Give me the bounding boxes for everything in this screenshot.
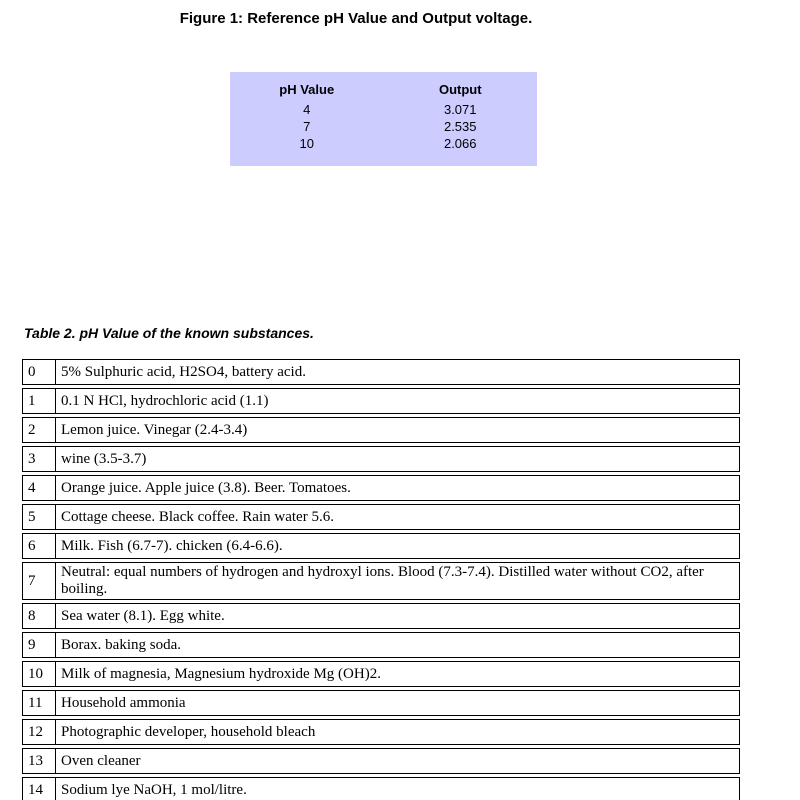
- ph-number-cell: 3: [22, 446, 56, 472]
- ph-number-cell: 13: [22, 748, 56, 774]
- substance-cell: Photographic developer, household bleach: [56, 719, 740, 745]
- figure1-table-header-row: [230, 80, 537, 101]
- ph-value-cell: 7: [303, 119, 311, 134]
- ph-number-cell: 14: [22, 777, 56, 800]
- substance-cell: Milk. Fish (6.7-7). chicken (6.4-6.6).: [56, 533, 740, 559]
- ph-number-cell: 8: [22, 603, 56, 629]
- ph-number-cell: 11: [22, 690, 56, 716]
- substance-cell: Oven cleaner: [56, 748, 740, 774]
- table2-title: Table 2. pH Value of the known substances.: [24, 325, 314, 341]
- substance-cell: Borax. baking soda.: [56, 632, 740, 658]
- ph-number-cell: 5: [22, 504, 56, 530]
- ph-number-cell: 1: [22, 388, 56, 414]
- table-row: [22, 533, 740, 559]
- table-row: [22, 690, 740, 716]
- figure1-table-row: [230, 101, 537, 118]
- substance-cell: Cottage cheese. Black coffee. Rain water 5.6.: [56, 504, 740, 530]
- substance-cell: 0.1 N HCl, hydrochloric acid (1.1): [56, 388, 740, 414]
- figure1-table-container: [230, 72, 537, 166]
- ph-value-header: pH Value: [279, 82, 335, 97]
- substance-cell: Sea water (8.1). Egg white.: [56, 603, 740, 629]
- table-row: [22, 504, 740, 530]
- table-row: [22, 777, 740, 800]
- table-row: [22, 562, 740, 600]
- output-header: Output: [438, 82, 482, 97]
- table-row: [22, 446, 740, 472]
- table-row: [22, 661, 740, 687]
- output-value-cell: 2.535: [443, 119, 477, 134]
- ph-number-cell: 9: [22, 632, 56, 658]
- table-row: [22, 388, 740, 414]
- substance-cell: wine (3.5-3.7): [56, 446, 740, 472]
- figure1-table-row: [230, 135, 537, 152]
- table2: [22, 356, 740, 800]
- substance-cell: Orange juice. Apple juice (3.8). Beer. Tomatoes.: [56, 475, 740, 501]
- table-row: [22, 632, 740, 658]
- table-row: [22, 475, 740, 501]
- table-row: [22, 603, 740, 629]
- substance-cell: Household ammonia: [56, 690, 740, 716]
- substance-cell: Lemon juice. Vinegar (2.4-3.4): [56, 417, 740, 443]
- substance-cell: Milk of magnesia, Magnesium hydroxide Mg (OH)2.: [56, 661, 740, 687]
- output-value-cell: 2.066: [443, 136, 477, 151]
- figure1-title: Figure 1: Reference pH Value and Output voltage.: [179, 10, 533, 27]
- figure1-table-row: [230, 118, 537, 135]
- substance-cell: 5% Sulphuric acid, H2SO4, battery acid.: [56, 359, 740, 385]
- table-row: [22, 359, 740, 385]
- table-row: [22, 748, 740, 774]
- substance-cell: Neutral: equal numbers of hydrogen and hydroxyl ions. Blood (7.3-7.4). Distilled water without CO2, after boiling.: [56, 562, 740, 600]
- ph-number-cell: 4: [22, 475, 56, 501]
- ph-number-cell: 10: [22, 661, 56, 687]
- ph-number-cell: 12: [22, 719, 56, 745]
- ph-number-cell: 7: [22, 562, 56, 600]
- substance-cell: Sodium lye NaOH, 1 mol/litre.: [56, 777, 740, 800]
- ph-number-cell: 6: [22, 533, 56, 559]
- ph-value-cell: 4: [303, 102, 311, 117]
- table-row: [22, 719, 740, 745]
- ph-number-cell: 2: [22, 417, 56, 443]
- ph-number-cell: 0: [22, 359, 56, 385]
- output-value-cell: 3.071: [443, 102, 477, 117]
- ph-value-cell: 10: [299, 136, 314, 151]
- table-row: [22, 417, 740, 443]
- figure1-table: [230, 80, 537, 152]
